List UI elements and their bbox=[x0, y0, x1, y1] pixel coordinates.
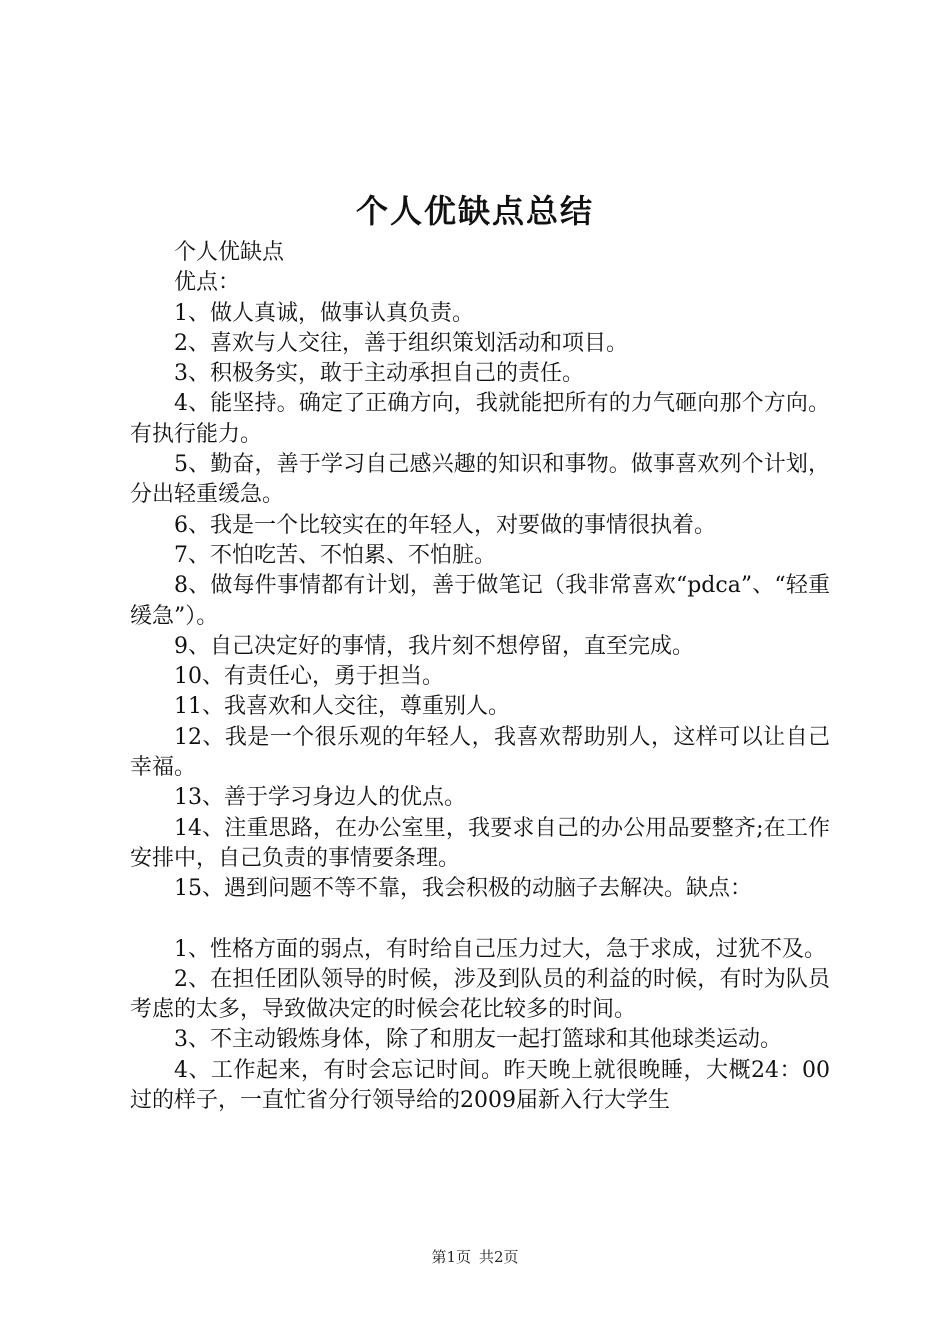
page-total: 共2页 bbox=[479, 1248, 519, 1266]
paragraph: 10、有责任心，勇于担当。 bbox=[174, 664, 444, 690]
paragraph: 1、性格方面的弱点，有时给自己压力过大，急于求成，过犹不及。 bbox=[174, 936, 826, 962]
paragraph: 优点： bbox=[174, 270, 241, 296]
paragraph: 13、善于学习身边人的优点。 bbox=[174, 785, 466, 811]
paragraph: 11、我喜欢和人交往，尊重别人。 bbox=[174, 694, 510, 720]
paragraph: 4、能坚持。确定了正确方向，我就能把所有的力气砸向那个方向。有执行能力。 bbox=[130, 391, 830, 447]
paragraph: 3、积极务实，敢于主动承担自己的责任。 bbox=[174, 361, 584, 387]
paragraph: 4、工作起来，有时会忘记时间。昨天晚上就很晚睡，大概24：00过的样子，一直忙省分行领导给的2009届新入行大学生 bbox=[130, 1057, 830, 1114]
paragraph: 12、我是一个很乐观的年轻人，我喜欢帮助别人，这样可以让自己幸福。 bbox=[130, 724, 830, 781]
paragraph: 8、做每件事情都有计划，善于做笔记（我非常喜欢“pdca”、“轻重缓急”）。 bbox=[130, 573, 830, 629]
paragraph: 6、我是一个比较实在的年轻人，对要做的事情很执着。 bbox=[174, 512, 716, 538]
paragraph: 5、勤奋，善于学习自己感兴趣的知识和事物。做事喜欢列个计划，分出轻重缓急。 bbox=[130, 452, 830, 508]
paragraph: 15、遇到问题不等不靠，我会积极的动脑子去解决。缺点： bbox=[174, 876, 752, 902]
paragraph: 1、做人真诚，做事认真负责。 bbox=[174, 300, 474, 326]
paragraph: 2、在担任团队领导的时候，涉及到队员的利益的时候，有时为队员考虑的太多，导致做决定的时候会花比较多的时间。 bbox=[130, 966, 830, 1023]
paragraph: 14、注重思路，在办公室里，我要求自己的办公用品要整齐;在工作安排中，自己负责的事情要条理。 bbox=[130, 815, 830, 871]
paragraph: 3、不主动锻炼身体，除了和朋友一起打篮球和其他球类运动。 bbox=[174, 1027, 782, 1053]
paragraph: 2、喜欢与人交往，善于组织策划活动和项目。 bbox=[174, 330, 628, 356]
page-number: 第1页 bbox=[431, 1248, 471, 1266]
document-title: 个人优缺点总结 bbox=[355, 192, 594, 230]
paragraph: 个人优缺点 bbox=[174, 240, 285, 265]
paragraph: 9、自己决定好的事情，我片刻不想停留，直至完成。 bbox=[174, 633, 694, 659]
page-footer bbox=[0, 1246, 950, 1267]
paragraph: 7、不怕吃苦、不怕累、不怕脏。 bbox=[174, 542, 496, 568]
document-body bbox=[130, 238, 830, 1116]
